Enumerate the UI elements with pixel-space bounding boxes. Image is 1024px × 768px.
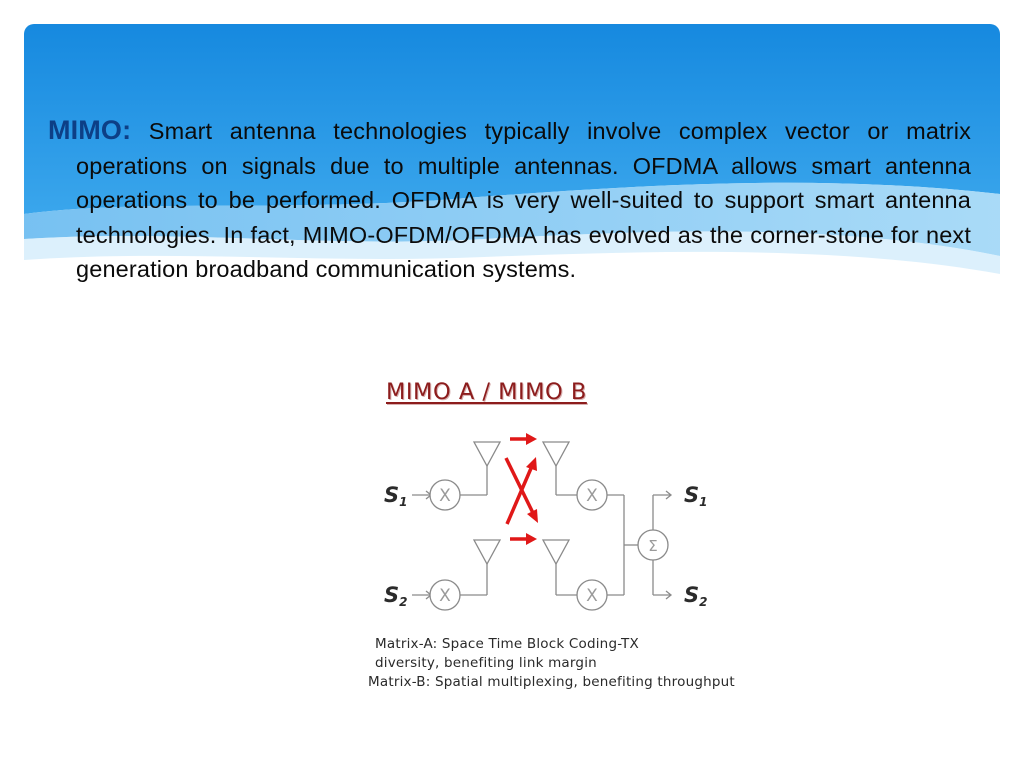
caption-matrix-b: Matrix-B: Spatial multiplexing, benefiting throughput [368, 674, 735, 690]
multiplier-symbol-rx1: X [586, 486, 598, 506]
caption-matrix-a-line2: diversity, benefiting link margin [375, 655, 597, 671]
multiplier-symbol-rx2: X [586, 586, 598, 606]
output-s2-label: S2 [684, 583, 708, 609]
red-crossing-arrows [506, 433, 538, 545]
output-s1-label: S1 [684, 483, 708, 509]
sum-symbol: Σ [648, 537, 658, 555]
multiplier-symbol-tx2: X [439, 586, 451, 606]
caption-matrix-a-line1: Matrix-A: Space Time Block Coding-TX [375, 636, 639, 652]
input-s2-label: S2 [384, 583, 408, 609]
diagram-title: MIMO A / MIMO B [386, 379, 587, 405]
rx-antenna-1-icon [543, 442, 569, 466]
mimo-heading: MIMO: [48, 115, 132, 145]
tx-antenna-1-icon [474, 442, 500, 466]
rx-antenna-2-icon [543, 540, 569, 564]
multiplier-symbol-tx1: X [439, 486, 451, 506]
tx-antenna-2-icon [474, 540, 500, 564]
mimo-body: Smart antenna technologies typically involve complex vector or matrix operations on signals due to multiple antennas. OFDMA allows smart antenna operations to be performed. OFDMA is very well-suited to support smart antenna technologies. In fact, MIMO-OFDM/OFDMA has evolved as the corner-stone for next generation broadband communication systems. [76, 118, 971, 282]
input-s1-label: S1 [384, 483, 408, 509]
